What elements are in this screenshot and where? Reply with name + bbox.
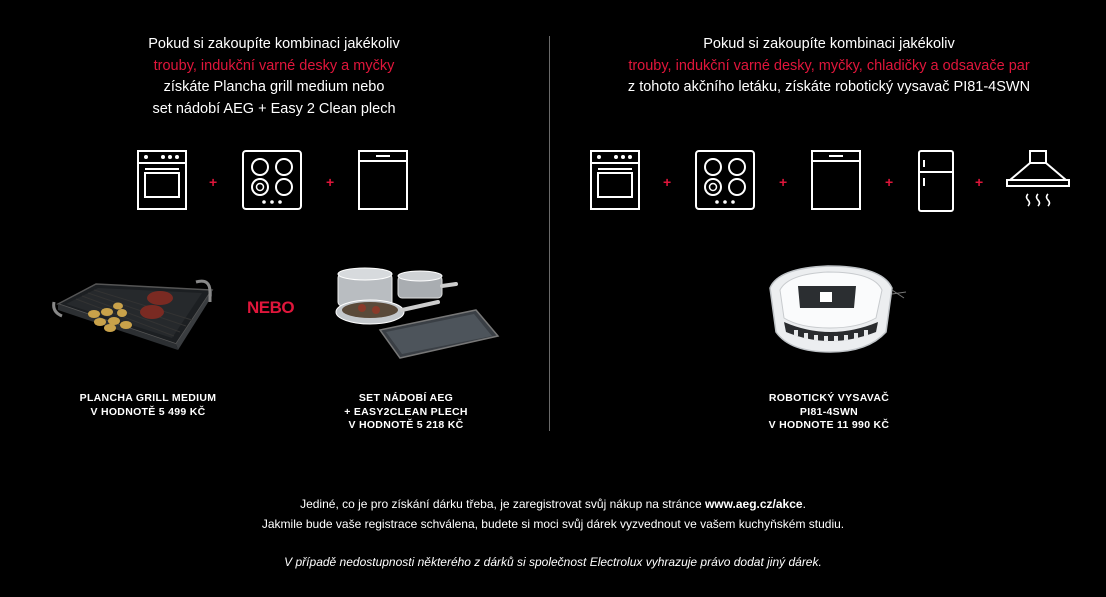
caption-price: V HODNOTE 11 990 KČ: [768, 419, 890, 431]
oven-icon: [590, 150, 640, 210]
caption-price: V HODNOTĚ 5 499 KČ: [90, 405, 206, 418]
cookware-set-image: [326, 262, 502, 362]
right-heading-line-1: Pokud si zakoupíte kombinaci jakékoliv: [703, 36, 955, 52]
plus-sign: +: [326, 174, 335, 190]
left-offer-heading: [0, 34, 548, 120]
left-heading-line-4: set nádobí AEG + Easy 2 Clean plech: [152, 100, 396, 117]
caption-line: SET NÁDOBÍ AEG: [358, 392, 454, 404]
induction-hob-icon: [695, 150, 755, 210]
plancha-grill-caption: [48, 392, 248, 419]
plancha-grill-image: [52, 262, 216, 352]
caption-price: V HODNOTĚ 5 218 KČ: [348, 419, 464, 431]
right-appliance-icons: [552, 150, 1106, 212]
footer-text: Jediné, co je pro získání dárku třeba, je zaregistrovat svůj nákup na stránce: [300, 497, 705, 511]
footer-line-2: Jakmile bude vaše registrace schválena, budete si moci svůj dárek vyzvednout ve vašem kuchyňském studiu.: [261, 517, 845, 531]
right-heading-line-2: trouby, indukční varné desky, myčky, chladičky a odsavače par: [628, 57, 1030, 74]
induction-hob-icon: [242, 150, 302, 210]
robot-vacuum-image: [758, 262, 908, 354]
or-label: NEBO: [247, 298, 295, 317]
plus-sign: +: [885, 174, 894, 190]
left-heading-line-2: trouby, indukční varné desky a myčky: [153, 57, 395, 74]
footer-disclaimer: V případě nedostupnosti některého z dárků si společnost Electrolux vyhrazuje právo dodat jiný dárek.: [284, 555, 822, 569]
cooker-hood-icon: [1006, 150, 1070, 212]
dishwasher-icon: [811, 150, 861, 210]
caption-line: PLANCHA GRILL MEDIUM: [79, 392, 217, 404]
plus-sign: +: [663, 174, 672, 190]
footer-text: .: [802, 497, 806, 511]
registration-link[interactable]: www.aeg.cz/akce: [704, 497, 803, 511]
plus-sign: +: [975, 174, 984, 190]
cookware-set-caption: [306, 392, 506, 433]
panel-divider: [549, 36, 550, 431]
left-appliance-icons: [0, 150, 548, 212]
plus-sign: +: [779, 174, 788, 190]
caption-line: PI81-4SWN: [799, 405, 859, 418]
left-heading-line-3: získáte Plancha grill medium nebo: [163, 79, 385, 95]
footer-line-1: [0, 494, 1106, 514]
oven-icon: [137, 150, 187, 210]
caption-line: + EASY2CLEAN PLECH: [344, 405, 468, 418]
footer-terms: [0, 494, 1106, 572]
fridge-icon: [918, 150, 954, 212]
caption-line: ROBOTICKÝ VYSAVAČ: [768, 392, 890, 404]
left-heading-line-1: Pokud si zakoupíte kombinaci jakékoliv: [148, 36, 400, 52]
right-heading-line-3: z tohoto akčního letáku, získáte robotický vysavač PI81-4SWN: [627, 79, 1031, 95]
right-offer-heading: [552, 34, 1106, 99]
plus-sign: +: [209, 174, 218, 190]
dishwasher-icon: [358, 150, 408, 210]
robot-vacuum-caption: [727, 392, 931, 433]
